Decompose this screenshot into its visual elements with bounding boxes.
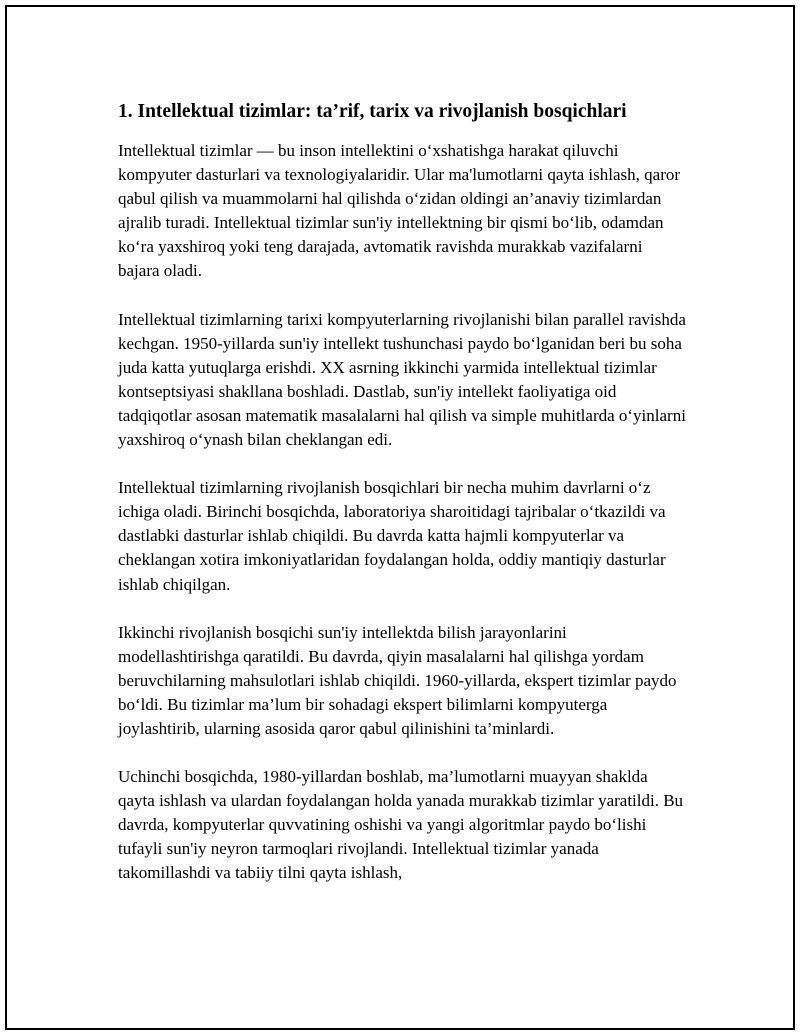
paragraph-history: Intellektual tizimlarning tarixi kompyuterlarning rivojlanishi bilan parallel ravishda kechgan. 1950-yillarda sun'iy intellekt tushunchasi paydo bo‘lganidan beri bu soha juda katta yutuqlarga erishdi. XX asrning ikkinchi yarmida intellektual tizimlar kontseptsiyasi shakllana boshladi. Dastlab, sun'iy intellekt faoliyatiga oid tadqiqotlar asosan matematik masalalarni hal qilish va simple muhitlarda o‘yinlarni yaxshiroq o‘ynash bilan cheklangan edi. <box>118 309 686 450</box>
paragraph-second-stage: Ikkinchi rivojlanish bosqichi sun'iy intellektda bilish jarayonlarini modellashtirishga qaratildi. Bu davrda, qiyin masalalarni hal qilishga yordam beruvchilarning mahsulotlari ishlab chiqildi. 1960-yillarda, ekspert tizimlar paydo bo‘ldi. Bu tizimlar ma’lum bir sohadagi ekspert bilimlarni kompyuterga joylashtirib, ularning asosida qaror qabul qilinishini ta’minlardi. <box>118 622 677 738</box>
paragraph-third-stage: Uchinchi bosqichda, 1980-yillardan boshlab, ma’lumotlarni muayyan shaklda qayta ishlash va ulardan foydalangan holda yanada murakkab tizimlar yaratildi. Bu davrda, kompyuterlar quvvatining oshishi va yangi algoritmlar paydo bo‘lishi tufayli sun'iy neyron tarmoqlari rivojlandi. Intellektual tizimlar yanada takomillashdi va tabiiy tilni qayta ishlash, <box>118 767 684 883</box>
section-heading: 1. Intellektual tizimlar: ta’rif, tarix va rivojlanish bosqichlari <box>118 101 627 122</box>
paragraph-stages: Intellektual tizimlarning rivojlanish bosqichlari bir necha muhim davrlarni o‘z ichiga oladi. Birinchi bosqichda, laboratoriya sharoitidagi tajribalar o‘tkazildi va dastlabki dasturlar ishlab chiqildi. Bu davrda katta hajmli kompyuterlar va cheklangan xotira imkoniyatlaridan foydalangan holda, oddiy mantiqiy dasturlar ishlab chiqilgan. <box>118 478 666 594</box>
paragraph-definition: Intellektual tizimlar — bu inson intellektini o‘xshatishga harakat qiluvchi kompyuter dasturlari va texnologiyalaridir. Ular ma'lumotlarni qayta ishlash, qaror qabul qilish va muammolarni hal qilishda o‘zidan oldingi an’anaviy tizimlardan ajralib turadi. Intellektual tizimlar sun'iy intellektning bir qismi bo‘lib, odamdan ko‘ra yaxshiroq yoki teng darajada, avtomatik ravishda murakkab vazifalarni bajara oladi. <box>118 141 681 281</box>
document-page <box>5 5 795 1030</box>
document-body <box>118 99 688 910</box>
